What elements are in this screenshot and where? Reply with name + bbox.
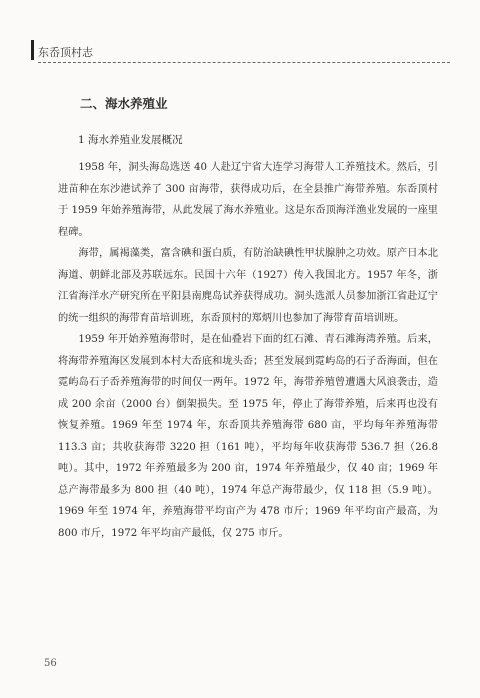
paragraph: 1958 年，洞头海岛选送 40 人赴辽宁省大连学习海带人工养殖技术。然后，引进苗种在东沙港试养了 300 亩海带，获得成功后，在全县推广海带养殖。东岙顶村于 1959 年始养殖海带，从此发展了海水养殖业。这是东岙顶海洋渔业发展的一座里程碑。 bbox=[58, 162, 438, 238]
section-title: 二、海水养殖业 bbox=[80, 96, 168, 111]
running-head-bar bbox=[31, 40, 34, 60]
subsection-title: 1 海水养殖业发展概况 bbox=[78, 134, 183, 146]
header-divider bbox=[38, 62, 450, 63]
paragraph: 海带，属褐藻类，富含碘和蛋白质，有防治缺碘性甲状腺肿之功效。原产日本北海道、朝鲜北部及苏联远东。民国十六年（1927）传入我国北方。1957 年冬，浙江省海洋水产研究所在平阳县南麂岛试养获得成功。洞头选派人员参加浙江省赴辽宁的统一组织的海带育苗培训班，东岙顶村的郑炳川也参加了海带育苗培训班。 bbox=[58, 248, 438, 324]
paragraph: 1959 年开始养殖海带时，是在仙叠岩下面的红石滩、青石滩海湾养殖。后来，将海带养殖海区发展到本村大岙底和垅头岙；甚至发展到霓屿岛的石子岙海面，但在霓屿岛石子岙养殖海带的时间仅一两年。1972 年，海带养殖曾遭遇大风浪袭击，造成 200 余亩（2000 台）倒架损失。至 1975 年，停止了海带养殖，后来再也没有恢复养殖。1969 年至 1974 年，东岙顶共养殖海带 680 亩，平均每年养殖海带 113.3 亩；共收获海带 3220 担（161 吨），平均每年收获海带 536.7 担（26.8 吨）。其中，1972 年养殖最多为 200 亩，1974 年养殖最少，仅 40 亩；1969 年总产海带最多为 800 担（40 吨），1974 年总产海带最少，仅 118 担（5.9 吨）。1969 年至 1974 年，养殖海带平均亩产为 478 市斤；1969 年平均亩产最高，为 800 市斤，1972 年平均亩产最低，仅 275 市斤。 bbox=[58, 334, 438, 539]
page-body bbox=[58, 94, 438, 544]
page-number: 56 bbox=[44, 658, 57, 669]
running-head-title: 东岙顶村志 bbox=[38, 46, 93, 59]
